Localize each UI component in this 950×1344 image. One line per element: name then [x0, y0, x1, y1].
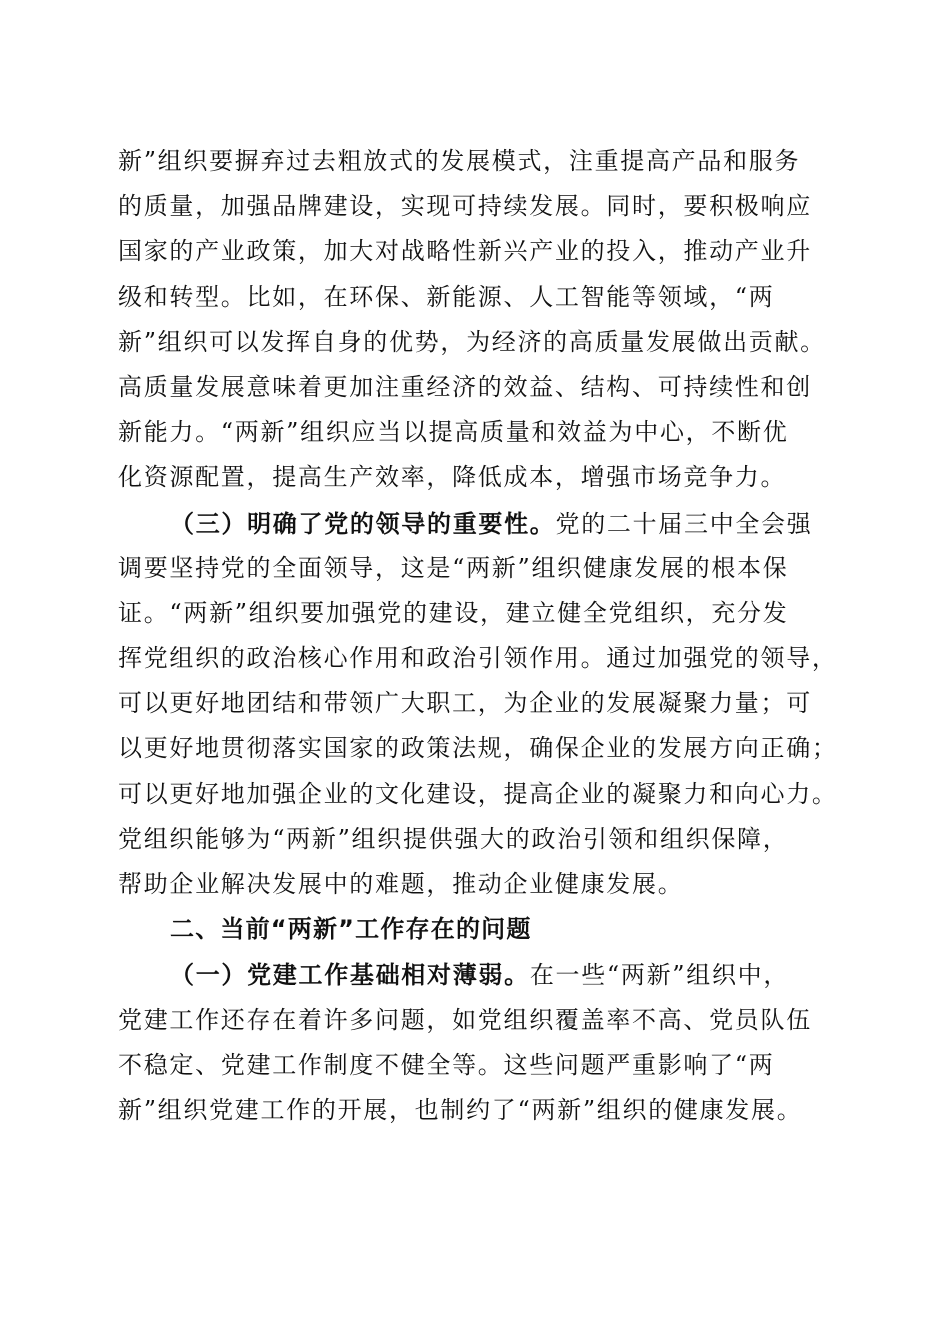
text-line: 新”组织党建工作的开展，也制约了“两新”组织的健康发展。	[118, 1095, 803, 1124]
text-line: 高质量发展意味着更加注重经济的效益、结构、可持续性和创	[118, 372, 812, 401]
text-line: 帮助企业解决发展中的难题，推动企业健康发展。	[118, 870, 684, 898]
text-line: 的质量，加强品牌建设，实现可持续发展。同时，要积极响应	[118, 192, 812, 221]
text-line: 可以更好地加强企业的文化建设，提高企业的凝聚力和向心力。	[118, 779, 838, 808]
text-line: 以更好地贯彻落实国家的政策法规，确保企业的发展方向正确；	[118, 734, 838, 763]
section-heading: 二、当前“两新”工作存在的问题	[170, 915, 532, 944]
text-line: 调要坚持党的全面领导，这是“两新”组织健康发展的根本保	[118, 553, 789, 582]
document-body	[118, 139, 848, 1133]
text-line: 党组织能够为“两新”组织提供强大的政治引领和组织保障，	[118, 824, 789, 853]
paragraph-3	[118, 952, 848, 1133]
text-line: 新能力。“两新”组织应当以提高质量和效益为中心，不断优	[118, 418, 789, 447]
text-line	[118, 501, 848, 546]
text-line: 化资源配置，提高生产效率，降低成本，增强市场竞争力。	[118, 463, 787, 492]
text-run: 党的二十届三中全会强	[555, 509, 813, 538]
text-line: 国家的产业政策，加大对战略性新兴产业的投入，推动产业升	[118, 237, 812, 266]
text-line: 可以更好地团结和带领广大职工，为企业的发展凝聚力量；可	[118, 689, 812, 718]
text-line: 挥党组织的政治核心作用和政治引领作用。通过加强党的领导，	[118, 644, 838, 673]
subsection-title: （三）明确了党的领导的重要性。	[170, 508, 556, 538]
paragraph-2	[118, 501, 848, 908]
text-line: 级和转型。比如，在环保、新能源、人工智能等领域，“两	[118, 282, 775, 311]
text-line: 不稳定、党建工作制度不健全等。这些问题严重影响了“两	[118, 1050, 775, 1079]
text-line: 证。“两新”组织要加强党的建设，建立健全党组织，充分发	[118, 598, 789, 627]
text-line	[118, 952, 848, 997]
text-line: 党建工作还存在着许多问题，如党组织覆盖率不高、党员队伍	[118, 1005, 812, 1034]
text-line: 新”组织要摒弃过去粗放式的发展模式，注重提高产品和服务	[118, 147, 801, 175]
paragraph-1	[118, 139, 848, 501]
subsection-title: （一）党建工作基础相对薄弱。	[170, 960, 530, 990]
text-run: 在一些“两新”组织中，	[529, 961, 790, 990]
text-line: 新”组织可以发挥自身的优势，为经济的高质量发展做出贡献。	[118, 327, 826, 356]
